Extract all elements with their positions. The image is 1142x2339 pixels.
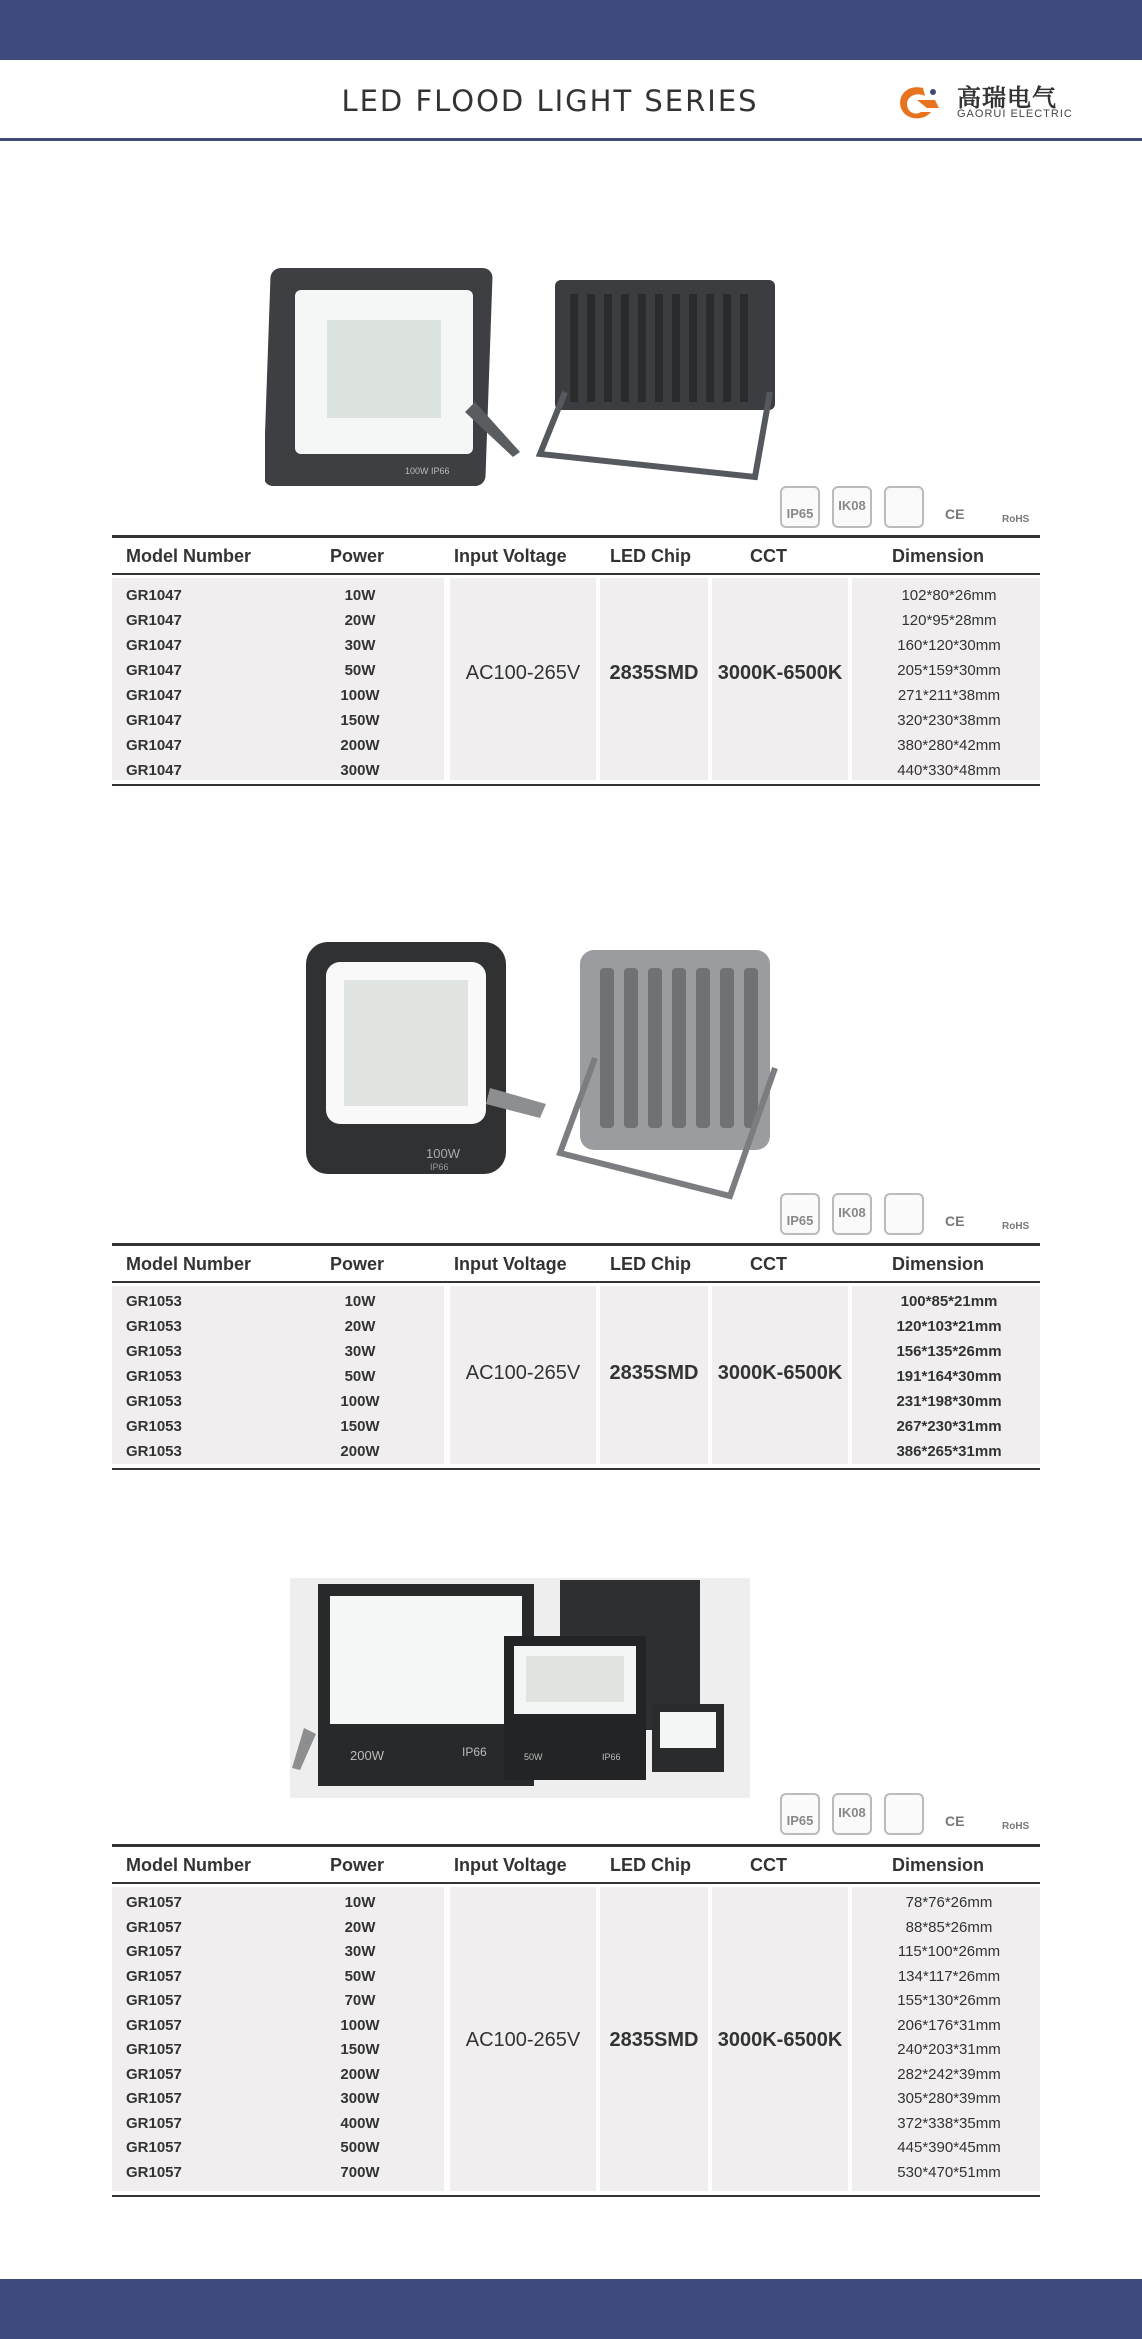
led-chip-cell: 2835SMD: [609, 1362, 699, 1384]
cell-model: GR1047: [126, 637, 182, 654]
ce-mark: CE: [945, 506, 965, 522]
cell-power: 300W: [340, 2090, 380, 2107]
cell-model: GR1047: [126, 737, 182, 754]
col-header-voltage: Input Voltage: [454, 546, 567, 566]
spec-table-body: [112, 578, 1040, 786]
cell-dimension: 240*203*31mm: [897, 2041, 1001, 2058]
cell-power: 150W: [340, 2041, 380, 2058]
cell-dimension: 160*120*30mm: [897, 637, 1001, 654]
cell-dimension: 386*265*31mm: [896, 1443, 1002, 1460]
cell-power: 150W: [340, 712, 380, 729]
photo-label-ip66-small: IP66: [602, 1752, 621, 1762]
spec-table-body: [112, 1887, 1040, 2197]
cell-dimension: 320*230*38mm: [897, 712, 1001, 729]
cell-model: GR1057: [126, 2090, 182, 2107]
col-header-model: Model Number: [126, 1855, 252, 1875]
col-header-cct: CCT: [750, 1855, 787, 1875]
cell-model: GR1053: [126, 1293, 182, 1310]
cell-model: GR1053: [126, 1368, 182, 1385]
cell-model: GR1047: [126, 587, 182, 604]
cell-dimension: 231*198*30mm: [896, 1393, 1002, 1410]
col-header-dimension: Dimension: [892, 1855, 985, 1875]
cell-model: GR1057: [126, 2065, 182, 2083]
led-chip-cell: 2835SMD: [609, 662, 699, 684]
cell-dimension: 530*470*51mm: [897, 2163, 1001, 2181]
cell-power: 10W: [344, 1894, 376, 1911]
ik08-badge: IK08: [832, 486, 872, 528]
cell-power: 700W: [340, 2163, 380, 2181]
cell-model: GR1053: [126, 1343, 182, 1360]
col-header-voltage: Input Voltage: [454, 1855, 567, 1875]
cert-badges: [780, 1193, 1042, 1239]
cell-model: GR1053: [126, 1318, 182, 1335]
cell-power: 400W: [340, 2114, 380, 2132]
cell-power: 200W: [340, 1443, 380, 1460]
cert-badges: [780, 486, 1042, 532]
cell-model: GR1053: [126, 1393, 182, 1410]
photo-label-100w: 100W: [426, 1146, 460, 1161]
ik08-badge: IK08: [832, 1193, 872, 1235]
voltage-cell: AC100-265V: [465, 1362, 581, 1384]
cell-power: 200W: [340, 737, 380, 754]
cell-dimension: 445*390*45mm: [897, 2139, 1001, 2156]
cell-power: 30W: [344, 637, 376, 654]
cell-dimension: 156*135*26mm: [896, 1343, 1002, 1360]
bottom-banner: [0, 2279, 1142, 2339]
cell-dimension: 88*85*26mm: [905, 1918, 993, 1936]
rohs-mark: RoHS: [1002, 1821, 1030, 1832]
col-header-power: Power: [330, 546, 385, 566]
cell-dimension: 115*100*26mm: [897, 1943, 1001, 1960]
col-header-cct: CCT: [750, 1254, 787, 1274]
cell-dimension: 380*280*42mm: [897, 737, 1001, 754]
quality-seal-icon: [884, 1793, 924, 1835]
cert-badges: [780, 1793, 1042, 1839]
cell-model: GR1057: [126, 1943, 182, 1960]
cell-dimension: 305*280*39mm: [897, 2090, 1001, 2107]
cell-dimension: 440*330*48mm: [897, 762, 1001, 779]
voltage-cell: AC100-265V: [465, 662, 581, 684]
cell-model: GR1057: [126, 2163, 182, 2181]
cell-model: GR1057: [126, 1967, 182, 1985]
table-header-row: [112, 1844, 1040, 1884]
ip65-badge: IP65: [780, 486, 820, 528]
voltage-cell: AC100-265V: [465, 2029, 581, 2051]
cell-model: GR1057: [126, 2041, 182, 2058]
cell-dimension: 120*103*21mm: [896, 1318, 1002, 1335]
brand-logo: [893, 78, 1073, 128]
cell-power: 50W: [344, 1368, 376, 1385]
logo-chinese-text: 高瑞电气: [957, 84, 1057, 112]
cell-dimension: 120*95*28mm: [901, 612, 997, 629]
cell-dimension: 372*338*35mm: [897, 2114, 1001, 2132]
cell-power: 20W: [344, 1318, 376, 1335]
cell-dimension: 134*117*26mm: [897, 1967, 1001, 1985]
spec-table-body: [112, 1286, 1040, 1470]
ip65-badge: IP65: [780, 1193, 820, 1235]
cell-model: GR1047: [126, 762, 182, 779]
table-header-row: [112, 1243, 1040, 1283]
product-photo-gr1047: [265, 262, 785, 487]
cell-power: 100W: [340, 687, 380, 704]
cell-power: 10W: [344, 587, 376, 604]
product-photo-gr1057: [290, 1578, 750, 1798]
ce-mark: CE: [945, 1813, 965, 1829]
cell-power: 20W: [344, 612, 376, 629]
cell-model: GR1047: [126, 687, 182, 704]
cell-model: GR1053: [126, 1443, 182, 1460]
rohs-mark: RoHS: [1002, 1221, 1030, 1232]
led-chip-cell: 2835SMD: [609, 2029, 699, 2051]
photo-label-100w-ip66: 100W IP66: [405, 466, 450, 476]
cell-dimension: 206*176*31mm: [897, 2016, 1001, 2034]
col-header-model: Model Number: [126, 546, 252, 566]
cell-power: 150W: [340, 1418, 380, 1435]
col-header-power: Power: [330, 1254, 385, 1274]
logo-english-text: GAORUI ELECTRIC: [957, 108, 1073, 120]
col-header-model: Model Number: [126, 1254, 252, 1274]
quality-seal-icon: [884, 1193, 924, 1235]
cell-model: GR1057: [126, 2139, 182, 2156]
cell-power: 70W: [344, 1992, 376, 2009]
cell-model: GR1047: [126, 662, 182, 679]
cell-model: GR1047: [126, 712, 182, 729]
cell-model: GR1057: [126, 2016, 182, 2034]
ip65-badge: IP65: [780, 1793, 820, 1835]
col-header-dimension: Dimension: [892, 546, 985, 566]
cell-dimension: 267*230*31mm: [896, 1418, 1002, 1435]
ce-mark: CE: [945, 1213, 965, 1229]
cell-power: 100W: [340, 1393, 380, 1410]
cell-dimension: 271*211*38mm: [897, 687, 1001, 704]
cell-power: 100W: [340, 2016, 380, 2034]
col-header-voltage: Input Voltage: [454, 1254, 567, 1274]
cell-power: 50W: [344, 1967, 376, 1985]
page-title: LED FLOOD LIGHT SERIES: [341, 84, 759, 118]
logo-mark-icon: [893, 82, 945, 124]
cell-dimension: 78*76*26mm: [905, 1894, 993, 1911]
col-header-chip: LED Chip: [610, 546, 691, 566]
cell-dimension: 282*242*39mm: [897, 2065, 1001, 2083]
cell-dimension: 155*130*26mm: [897, 1992, 1001, 2009]
top-banner: [0, 0, 1142, 60]
cell-power: 300W: [340, 762, 380, 779]
cell-power: 30W: [344, 1943, 376, 1960]
cell-model: GR1057: [126, 1894, 182, 1911]
photo-label-ip66: IP66: [462, 1745, 487, 1759]
col-header-chip: LED Chip: [610, 1855, 691, 1875]
quality-seal-icon: [884, 486, 924, 528]
cell-model: GR1057: [126, 1918, 182, 1936]
col-header-cct: CCT: [750, 546, 787, 566]
cell-dimension: 191*164*30mm: [896, 1368, 1002, 1385]
cell-power: 20W: [344, 1918, 376, 1936]
photo-label-200w: 200W: [350, 1748, 384, 1763]
cell-model: GR1053: [126, 1418, 182, 1435]
photo-label-ip66: IP66: [430, 1162, 449, 1172]
cct-cell: 3000K-6500K: [717, 1362, 843, 1384]
cct-cell: 3000K-6500K: [717, 662, 843, 684]
col-header-chip: LED Chip: [610, 1254, 691, 1274]
product-photo-gr1053: [300, 938, 780, 1203]
cell-power: 10W: [344, 1293, 376, 1310]
cell-power: 500W: [340, 2139, 380, 2156]
cell-model: GR1057: [126, 1992, 182, 2009]
cell-power: 200W: [340, 2065, 380, 2083]
header-divider: [0, 138, 1142, 141]
rohs-mark: RoHS: [1002, 514, 1030, 525]
cell-dimension: 100*85*21mm: [900, 1293, 998, 1310]
cell-model: GR1057: [126, 2114, 182, 2132]
col-header-dimension: Dimension: [892, 1254, 985, 1274]
table-header-row: [112, 535, 1040, 575]
ik08-badge: IK08: [832, 1793, 872, 1835]
photo-label-50w: 50W: [524, 1752, 543, 1762]
col-header-power: Power: [330, 1855, 385, 1875]
cell-model: GR1047: [126, 612, 182, 629]
cell-power: 50W: [344, 662, 376, 679]
cell-dimension: 205*159*30mm: [897, 662, 1001, 679]
cell-power: 30W: [344, 1343, 376, 1360]
cct-cell: 3000K-6500K: [717, 2029, 843, 2051]
cell-dimension: 102*80*26mm: [901, 587, 997, 604]
